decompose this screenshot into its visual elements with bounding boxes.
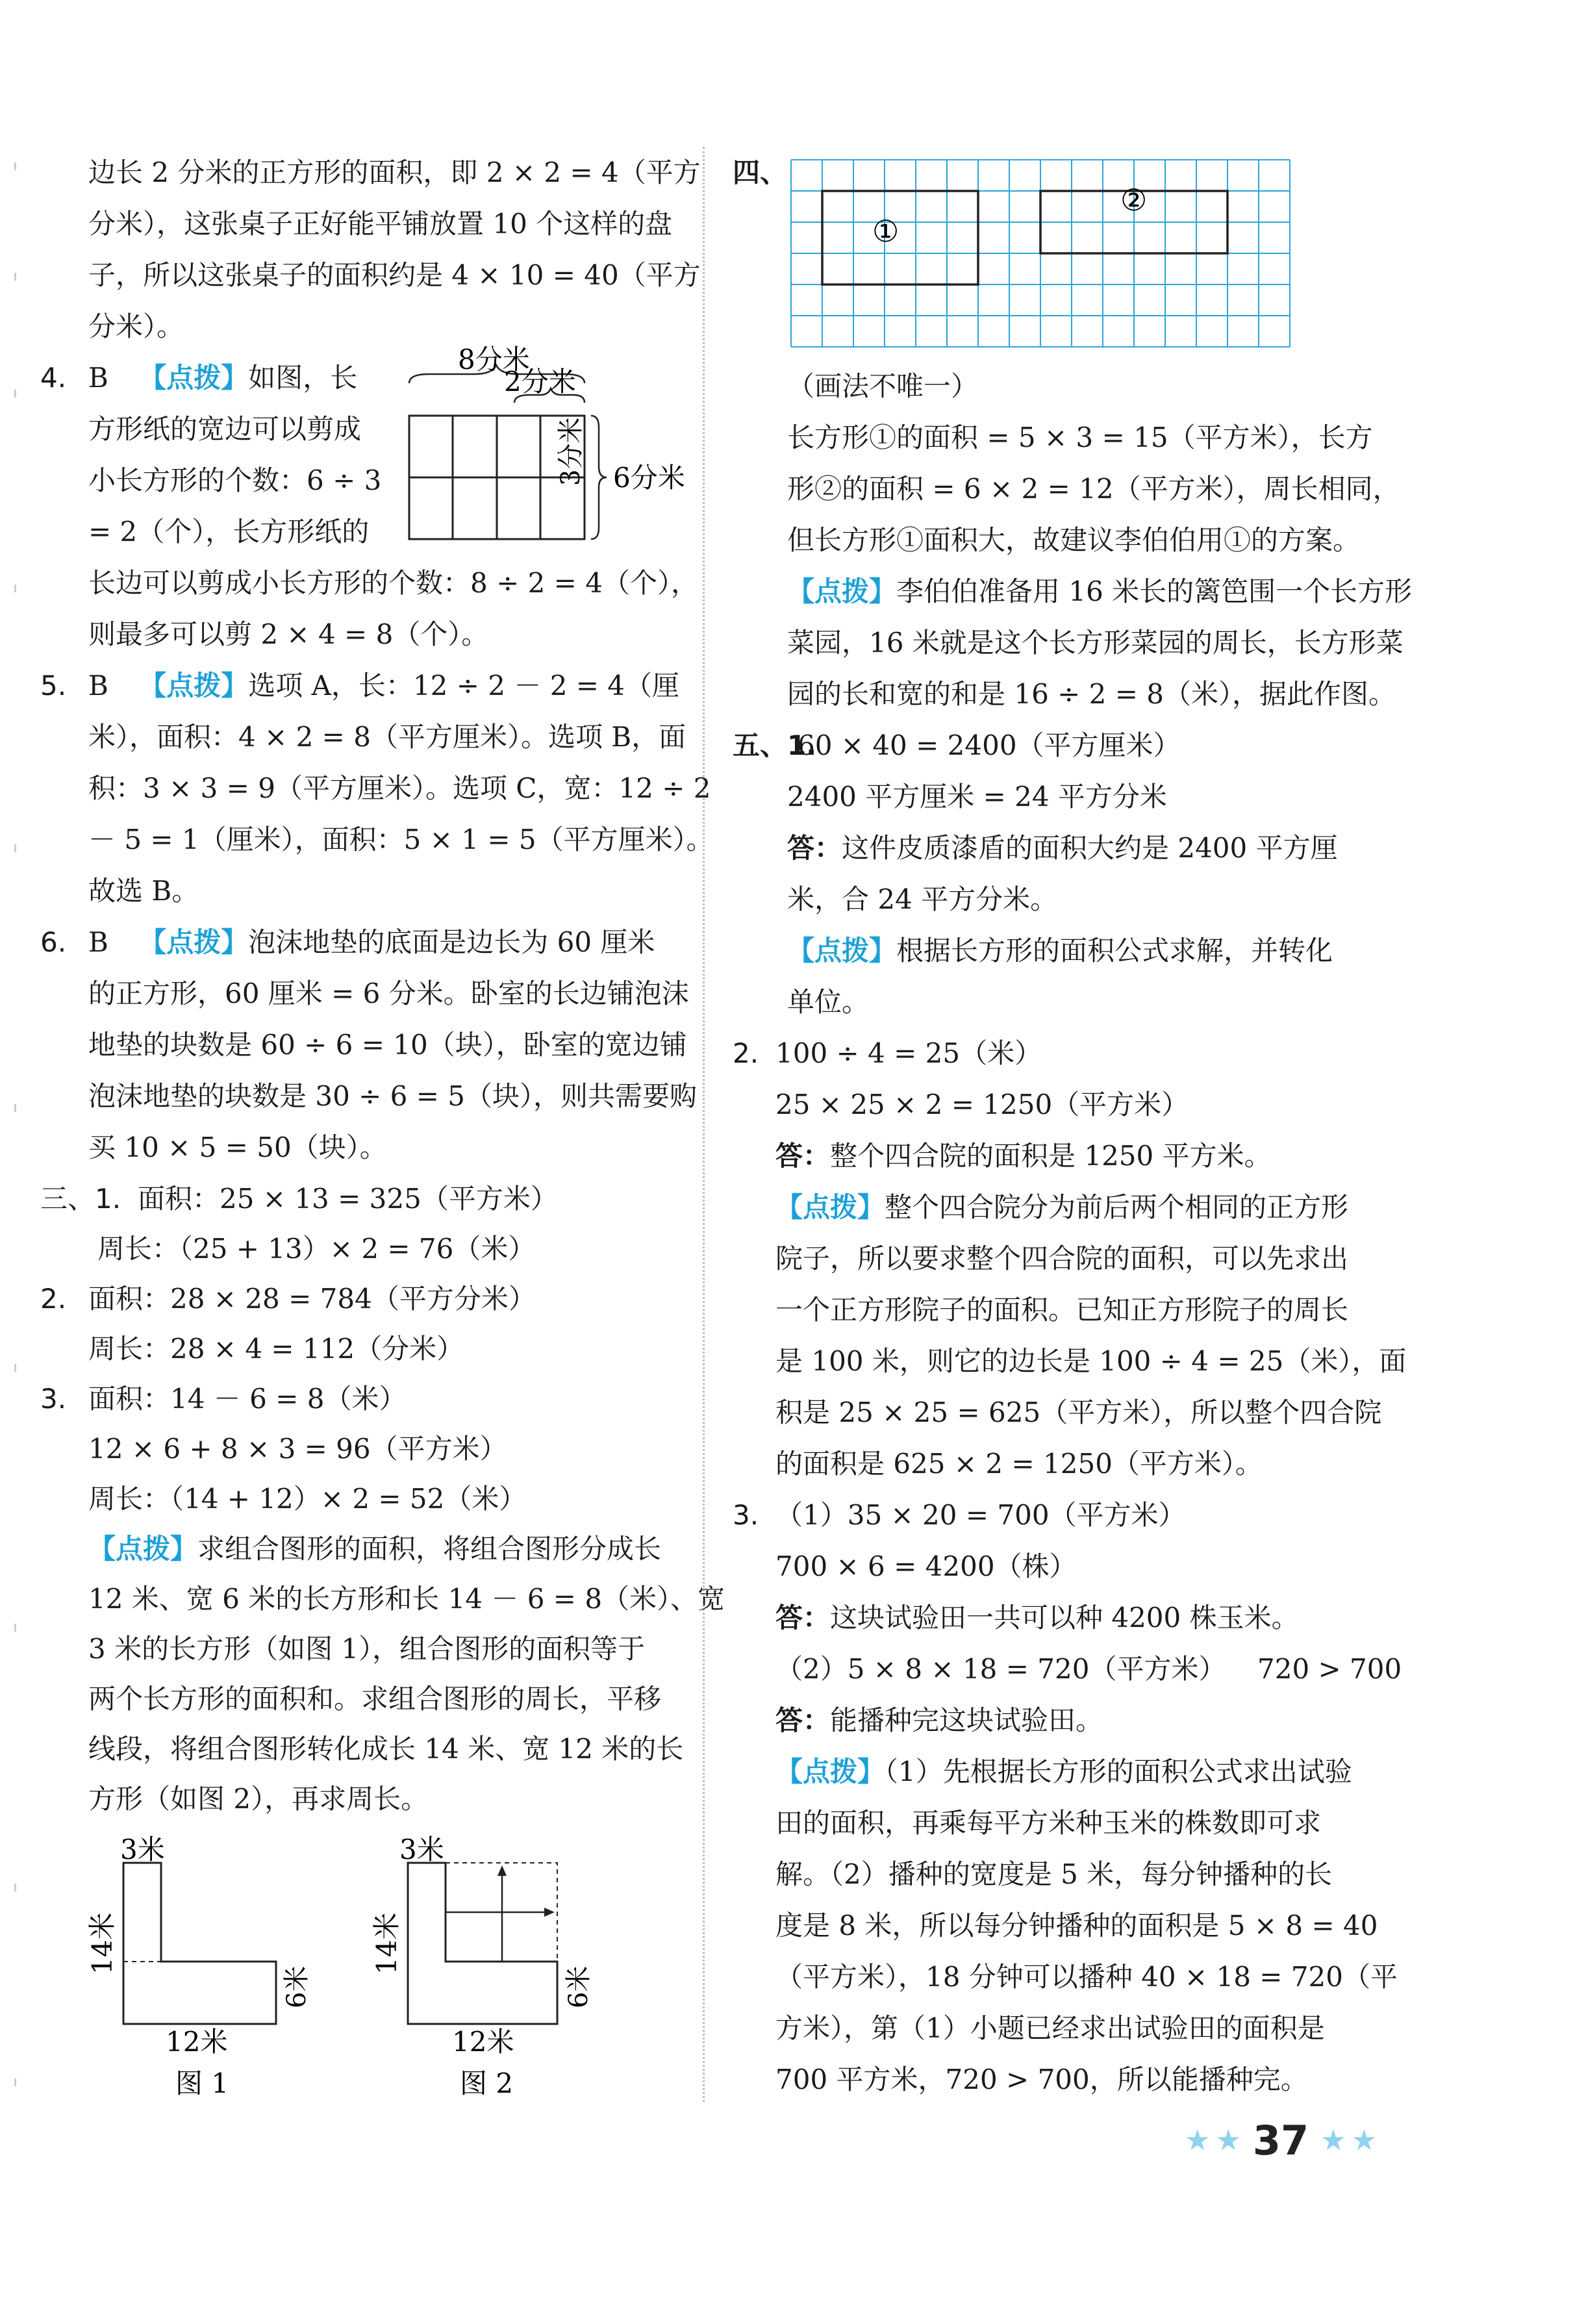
answer-label: 答： <box>775 1140 831 1172</box>
fig2-caption: 图 2 <box>460 2067 514 2099</box>
text-line: 子，所以这张桌子的面积约是 4 × 10 = 40（平方 <box>88 259 701 291</box>
question-number: 4. <box>40 362 67 394</box>
text-line: 度是 8 米，所以每分钟播种的面积是 5 × 8 = 40 <box>775 1910 1378 1941</box>
text-line: 一个正方形院子的面积。已知正方形院子的周长 <box>775 1294 1349 1326</box>
section-5-q2 <box>733 1034 1042 1073</box>
section-label: 四、 <box>733 157 788 188</box>
text-line: 长边可以剪成小长方形的个数：8 ÷ 2 = 4（个）， <box>88 567 698 599</box>
text-line: 地垫的块数是 60 ÷ 6 = 10（块），卧室的宽边铺 <box>88 1029 687 1061</box>
text-line: 700 平方米，720 > 700，所以能播种完。 <box>775 2064 1308 2095</box>
margin-tick <box>14 2078 16 2086</box>
star-icon: ★ <box>1215 2123 1241 2157</box>
text-line: 园的长和宽的和是 16 ÷ 2 = 8（米），据此作图。 <box>787 678 1396 710</box>
grid-drawing <box>786 157 1317 352</box>
text-line: 买 10 × 5 = 50（块）。 <box>88 1131 387 1163</box>
hint-line <box>787 931 1333 970</box>
formula: 面积：14 － 6 = 8（米） <box>88 1383 407 1415</box>
answer-text: 这块试验田一共可以种 4200 株玉米。 <box>830 1602 1299 1634</box>
hint-text: 整个四合院分为前后两个相同的正方形 <box>885 1191 1349 1223</box>
text-line: － 5 = 1（厘米），面积：5 × 1 = 5（平方厘米）。 <box>88 824 714 855</box>
hint-label: 【点拨】 <box>139 362 249 394</box>
text-line: 方形纸的宽边可以剪成 <box>88 413 362 445</box>
text-line: 长方形①的面积 = 5 × 3 = 15（平方米），长方 <box>787 422 1373 453</box>
margin-tick <box>14 1364 16 1372</box>
question-number: 3. <box>733 1499 759 1531</box>
hint-line <box>775 1188 1348 1227</box>
text-line: 线段，将组合图形转化成长 14 米、宽 12 米的长 <box>88 1733 684 1765</box>
margin-tick <box>14 1104 16 1112</box>
answer-label: 答： <box>775 1704 831 1736</box>
hint-label: 【点拨】 <box>775 1756 885 1787</box>
text-line: 但长方形①面积大，故建议李伯伯用①的方案。 <box>787 524 1361 556</box>
formula: 周长：（25 + 13）× 2 = 76（米） <box>97 1233 536 1265</box>
hint-text: 根据长方形的面积公式求解，并转化 <box>896 935 1333 966</box>
answer-text: 能播种完这块试验田。 <box>830 1704 1103 1736</box>
text-line: 是 100 米，则它的边长是 100 ÷ 4 = 25（米），面 <box>775 1345 1407 1377</box>
text-line: （平方米），18 分钟可以播种 40 × 18 = 720（平 <box>775 1961 1398 1993</box>
answer-label: 答： <box>787 832 842 864</box>
text-line: 解。（2）播种的宽度是 5 米，每分钟播种的长 <box>775 1858 1333 1890</box>
shape-2-label: ② <box>1120 183 1148 218</box>
answer-label: 答： <box>775 1602 831 1634</box>
hint-label: 【点拨】 <box>88 1533 198 1565</box>
margin-tick <box>14 162 16 170</box>
text-line: 的面积是 625 × 2 = 1250（平方米）。 <box>775 1448 1263 1480</box>
question-number: 2. <box>40 1283 67 1315</box>
text-line: 边长 2 分米的正方形的面积，即 2 × 2 = 4（平方 <box>88 157 701 188</box>
dim-top-label: 8分米 <box>458 344 530 375</box>
question-5 <box>40 666 679 705</box>
text-line: 米，合 24 平方分米。 <box>787 883 1058 915</box>
section-3-q2 <box>40 1280 536 1319</box>
formula: 60 × 40 = 2400（平方厘米） <box>798 729 1181 761</box>
formula: 25 × 25 × 2 = 1250（平方米） <box>775 1089 1189 1120</box>
star-icon: ★ <box>1351 2123 1378 2157</box>
hint-text: 泡沫地垫的底面是边长为 60 厘米 <box>248 926 655 958</box>
answer-text: 这件皮质漆盾的面积大约是 2400 平方厘 <box>842 832 1338 864</box>
answer-line <box>775 1598 1299 1637</box>
hint-line <box>88 1530 661 1569</box>
text-line: 积是 25 × 25 = 625（平方米），所以整个四合院 <box>775 1396 1382 1428</box>
star-icon: ★ <box>1320 2123 1346 2157</box>
text-line: 方形（如图 2），再求周长。 <box>88 1783 429 1815</box>
text-line: 两个长方形的面积和。求组合图形的周长，平移 <box>88 1683 662 1715</box>
question-number: 3. <box>40 1383 67 1415</box>
figure-2 <box>356 1825 616 2124</box>
formula: （2）5 × 8 × 18 = 720（平方米） <box>775 1653 1226 1685</box>
text-line: 米），面积：4 × 2 = 8（平方厘米）。选项 B，面 <box>88 721 686 753</box>
text-line: 院子，所以要求整个四合院的面积，可以先求出 <box>775 1243 1349 1274</box>
star-icon: ★ <box>1185 2123 1211 2157</box>
hint-line <box>775 1752 1352 1791</box>
margin-tick <box>14 1884 16 1891</box>
margin-tick <box>14 1624 16 1632</box>
page-number: 37 <box>1252 2116 1309 2164</box>
formula: （1）35 × 20 = 700（平方米） <box>775 1499 1186 1531</box>
text-line: 单位。 <box>787 986 870 1018</box>
text-line: 的正方形，60 厘米 = 6 分米。卧室的长边铺泡沫 <box>88 978 689 1009</box>
section-5-q3 <box>733 1496 1186 1535</box>
text-line: 12 米、宽 6 米的长方形和长 14 － 6 = 8（米）、宽 <box>88 1583 725 1615</box>
formula: 2400 平方厘米 = 24 平方分米 <box>787 781 1167 813</box>
comparison: 720 > 700 <box>1257 1653 1402 1685</box>
rectangle-1 <box>822 191 978 284</box>
answer-line <box>775 1701 1103 1740</box>
formula: 面积：28 × 28 = 784（平方分米） <box>88 1283 536 1315</box>
text-line: 方米），第（1）小题已经求出试验田的面积是 <box>775 2012 1325 2044</box>
section-label: 三、1. <box>40 1183 121 1215</box>
fig2-left-label: 14米 <box>371 1912 403 1975</box>
formula: 面积：25 × 13 = 325（平方米） <box>138 1183 558 1215</box>
fig2-right-label: 6米 <box>564 1965 594 2008</box>
answer-letter: B <box>88 926 108 958</box>
hint-line <box>787 572 1412 611</box>
fig1-top-label: 3米 <box>120 1834 165 1865</box>
shape-1-label: ① <box>872 214 900 249</box>
hint-text: 李伯伯准备用 16 米长的篱笆围一个长方形 <box>896 575 1413 607</box>
section-label: 五、1. <box>733 729 817 761</box>
hint-label: 【点拨】 <box>139 926 249 958</box>
fig2-top-label: 3米 <box>399 1834 444 1865</box>
paper-cutting-diagram <box>390 343 688 557</box>
dim-right-label: 6分米 <box>613 462 685 494</box>
answer-line <box>775 1137 1272 1176</box>
fig1-right-label: 6米 <box>282 1965 312 2008</box>
margin-tick <box>14 585 16 592</box>
answer-line <box>787 829 1338 868</box>
fig1-bottom-label: 12米 <box>166 2026 228 2058</box>
question-number: 2. <box>733 1037 759 1069</box>
fig1-caption: 图 1 <box>175 2067 229 2099</box>
note: （画法不唯一） <box>787 370 979 402</box>
column-divider <box>703 147 705 2102</box>
margin-tick <box>14 844 16 852</box>
formula: 周长：（14 + 12）× 2 = 52（米） <box>88 1483 527 1515</box>
text-line: 菜园，16 米就是这个长方形菜园的周长，长方形菜 <box>787 627 1403 659</box>
hint-label: 【点拨】 <box>787 935 897 966</box>
margin-tick <box>14 273 16 281</box>
hint-text: 如图，长 <box>248 362 358 394</box>
fig1-left-label: 14米 <box>86 1912 118 1975</box>
text-line: 泡沫地垫的块数是 30 ÷ 6 = 5（块），则共需要购 <box>88 1080 698 1112</box>
page-footer <box>1182 2111 1379 2169</box>
text-line: 故选 B。 <box>88 875 199 907</box>
answer-letter: B <box>88 670 108 701</box>
text-line: 积：3 × 3 = 9（平方厘米）。选项 C，宽：12 ÷ 2 <box>88 772 711 804</box>
formula: 周长：28 × 4 = 112（分米） <box>88 1333 464 1365</box>
text-line: 则最多可以剪 2 × 4 = 8（个）。 <box>88 618 489 650</box>
dim-side-label: 3分米 <box>556 417 586 486</box>
text-line: 形②的面积 = 6 × 2 = 12（平方米），周长相同， <box>787 473 1400 505</box>
question-number: 6. <box>40 926 67 958</box>
dim-small-label: 2分米 <box>504 366 576 398</box>
formula: 100 ÷ 4 = 25（米） <box>775 1037 1042 1069</box>
formula: 12 × 6 + 8 × 3 = 96（平方米） <box>88 1433 507 1465</box>
hint-text: 求组合图形的面积，将组合图形分成长 <box>197 1533 662 1565</box>
fig2-bottom-label: 12米 <box>452 2026 514 2058</box>
hint-text: （1）先根据长方形的面积公式求出试验 <box>885 1756 1352 1787</box>
margin-tick <box>14 390 16 398</box>
question-4 <box>40 359 357 398</box>
answer-letter: B <box>88 362 108 394</box>
hint-label: 【点拨】 <box>775 1191 885 1223</box>
question-6 <box>40 923 655 962</box>
section-5-q1 <box>733 726 1181 765</box>
text-line: 小长方形的个数：6 ÷ 3 <box>88 464 382 496</box>
text-line: 分米），这张桌子正好能平铺放置 10 个这样的盘 <box>88 208 673 240</box>
hint-label: 【点拨】 <box>787 575 897 607</box>
formula: 700 × 6 = 4200（株） <box>775 1550 1077 1582</box>
hint-label: 【点拨】 <box>139 670 249 701</box>
text-line: 分米）。 <box>88 310 184 342</box>
text-line: = 2（个），长方形纸的 <box>88 516 370 548</box>
question-number: 5. <box>40 670 67 701</box>
text-line: 3 米的长方形（如图 1），组合图形的面积等于 <box>88 1633 646 1665</box>
text-line: 田的面积，再乘每平方米种玉米的株数即可求 <box>775 1807 1322 1839</box>
figure-1 <box>71 1825 318 2124</box>
section-3-q3 <box>40 1380 406 1419</box>
answer-text: 整个四合院的面积是 1250 平方米。 <box>830 1140 1272 1172</box>
section-3-q1 <box>40 1180 558 1219</box>
hint-text: 选项 A，长：12 ÷ 2 － 2 = 4（厘 <box>248 670 680 701</box>
